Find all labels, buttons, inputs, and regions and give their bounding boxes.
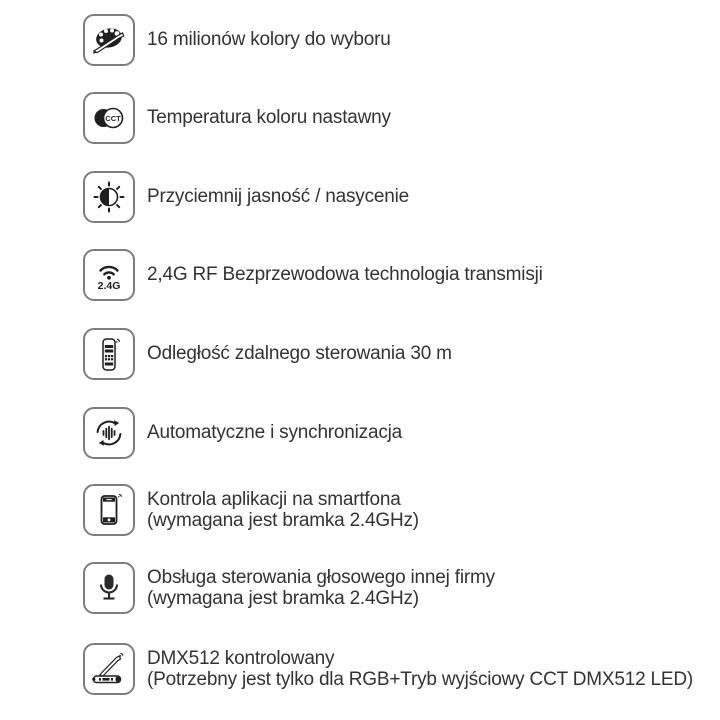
feature-text — [147, 567, 495, 610]
feature-text — [147, 343, 452, 365]
rf-icon-label: 2.4G — [97, 280, 121, 292]
color-palette-icon — [83, 14, 135, 66]
feature-row-colors — [83, 14, 391, 66]
feature-row-app — [83, 484, 419, 536]
feature-line: DMX512 kontrolowany — [147, 647, 335, 669]
feature-row-dmx — [83, 643, 693, 695]
feature-line: Przyciemnij jasność / nasycenie — [147, 186, 410, 208]
feature-text — [147, 422, 402, 444]
feature-row-voice — [83, 562, 495, 614]
microphone-icon — [83, 562, 135, 614]
cct-icon — [83, 92, 135, 144]
feature-text — [147, 107, 391, 129]
feature-row-rf — [83, 249, 543, 301]
feature-line: Obsługa sterowania głosowego innej firmy — [147, 566, 495, 588]
feature-text — [147, 186, 409, 208]
feature-row-brightness — [83, 171, 409, 223]
feature-row-cct — [83, 92, 391, 144]
feature-text — [147, 648, 693, 691]
brightness-icon — [83, 171, 135, 223]
feature-line: 2,4G RF Bezprzewodowa technologia transmisji — [147, 264, 543, 286]
feature-row-remote — [83, 328, 452, 380]
feature-line: (wymagana jest bramka 2.4GHz) — [147, 588, 419, 609]
feature-line: Kontrola aplikacji na smartfona — [147, 488, 401, 510]
smartphone-icon — [83, 484, 135, 536]
feature-line: Odległość zdalnego sterowania 30 m — [147, 343, 452, 365]
rf-2-4g-icon — [83, 249, 135, 301]
feature-text — [147, 29, 391, 51]
feature-text — [147, 264, 543, 286]
feature-line: (Potrzebny jest tylko dla RGB+Tryb wyjściowy CCT DMX512 LED) — [147, 669, 694, 690]
feature-line: 16 milionów kolory do wyboru — [147, 29, 391, 51]
feature-text — [147, 489, 419, 532]
feature-line: Automatyczne i synchronizacja — [147, 422, 403, 444]
auto-sync-icon — [83, 407, 135, 459]
remote-control-icon — [83, 328, 135, 380]
feature-line: (wymagana jest bramka 2.4GHz) — [147, 510, 419, 531]
dmx512-icon — [83, 643, 135, 695]
cct-icon-label: CCT — [105, 113, 121, 123]
feature-row-sync — [83, 407, 402, 459]
feature-line: Temperatura koloru nastawny — [147, 107, 391, 129]
